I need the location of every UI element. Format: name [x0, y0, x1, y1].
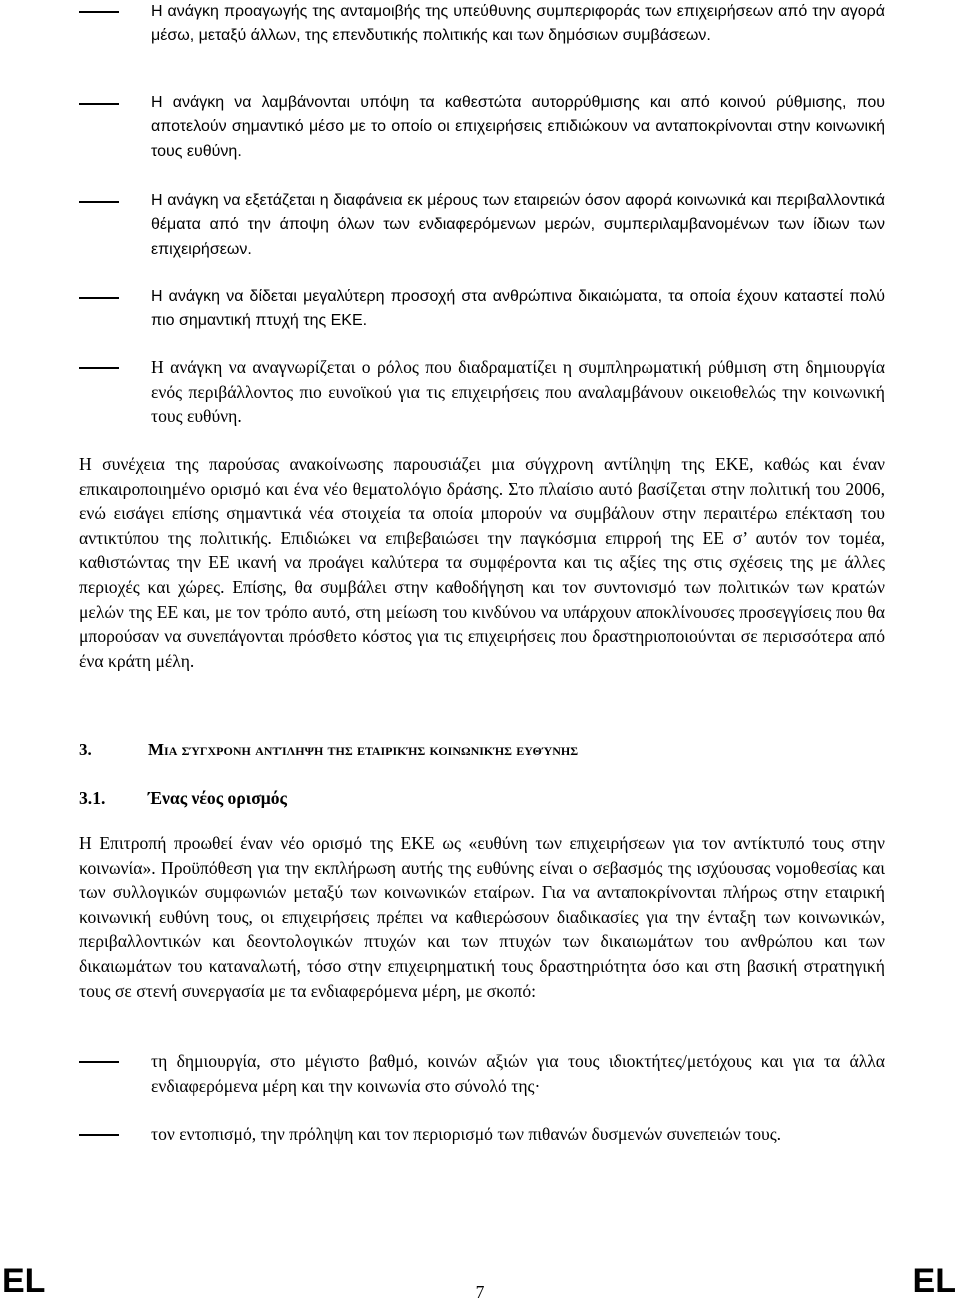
dash-bullet — [79, 201, 119, 203]
dash-bullet — [79, 297, 119, 299]
page-number: 7 — [475, 1282, 485, 1302]
list-item-text: τη δημιουργία, στο μέγιστο βαθμό, κοινών αξιών για τους ιδιοκτήτες/μετόχους και για τα άλλα ενδιαφερόμενα μέρη και την κοινωνία στο σύνολό της· — [151, 1051, 885, 1096]
footer-language-left: EL — [2, 1262, 46, 1300]
dash-bullet — [79, 1061, 119, 1063]
list-item-text: Η ανάγκη να δίδεται μεγαλύτερη προσοχή στα ανθρώπινα δικαιώματα, τα οποία έχουν καταστεί πολύ πιο σημαντική πτυχή της ΕΚΕ. — [151, 288, 885, 330]
body-paragraph: Η συνέχεια της παρούσας ανακοίνωσης παρουσιάζει μια σύγχρονη αντίληψη της ΕΚΕ, καθώς και έναν επικαιροποιημένο ορισμό και ένα νέο θεματολόγιο δράσης. Στο πλαίσιο αυτό βασίζεται στην πολιτική του 2006, ενώ εισάγει επίσης σημαντικά νέα στοιχεία τα οποία μπορούν να συμβάλουν στην περαιτέρω επέκταση του αντικτύπου της πολιτικής. Επιδιώκει να επιβεβαιώσει την παγκόσμια επιρροή της ΕΕ σ’ αυτόν τον τομέα, καθιστώντας την ΕΕ ικανή να προάγει καλύτερα τα συμφέροντα και τις αξίες της στις σχέσεις της με άλλες περιοχές και χώρες. Επίσης, θα συμβάλει στην καθοδήγηση και τον συντονισμό των πολιτικών των κρατών μελών της ΕΕ και, με τον τρόπο αυτό, στη μείωση του κινδύνου να υπάρχουν αποκλίνουσες προσεγγίσεις που θα μπορούσαν να συνεπάγονται πρόσθετο κόστος για τις επιχειρήσεις που δραστηριοποιούνται σε περισσότερα από ένα κράτη μέλη. — [79, 454, 885, 671]
list-item-text: Η ανάγκη να λαμβάνονται υπόψη τα καθεστώτα αυτορρύθμισης και από κοινού ρύθμισης, που αποτελούν σημαντικό μέσο με το οποίο οι επιχειρήσεις επιδιώκουν να ανταποκρίνονται στην κοινωνική τους ευθύνη. — [151, 94, 885, 160]
dash-bullet — [79, 1134, 119, 1136]
body-paragraph: Η Επιτροπή προωθεί έναν νέο ορισμό της ΕΚΕ ως «ευθύνη των επιχειρήσεων για τον αντίκτυπό τους στην κοινωνία». Προϋπόθεση για την εκπλήρωση αυτής της ευθύνης είναι ο σεβασμός της ισχύουσας νομοθεσίας και των συλλογικών συμφωνιών μεταξύ των κοινωνικών εταίρων. Για να ανταποκρίνονται πλήρως στην εταιρική κοινωνική ευθύνη τους, οι επιχειρήσεις πρέπει να καθιερώσουν διαδικασίες για την ένταξη των κοινωνικών, περιβαλλοντικών και δεοντολογικών πτυχών και των πτυχών των δικαιωμάτων του ανθρώπου και των δικαιωμάτων του καταναλωτή, τόσο στην επιχειρηματική τους δραστηριότητα όσο και στη βασική στρατηγική τους σε στενή συνεργασία με τα ενδιαφερόμενα μέρη, με σκοπό: — [79, 833, 885, 1001]
dash-bullet — [79, 11, 119, 13]
section-title: Μια σύγχρονη αντίληψη της εταιρικής κοινωνικής ευθύνης — [148, 740, 579, 759]
list-item-text: Η ανάγκη να εξετάζεται η διαφάνεια εκ μέρους των εταιρειών όσον αφορά κοινωνικά και περιβαλλοντικά θέματα από την άποψη όλων των ενδιαφερόμενων μερών, συμπεριλαμβανομένων των ίδιων των επιχειρήσεων. — [151, 192, 885, 258]
list-item-text: Η ανάγκη προαγωγής της ανταμοιβής της υπεύθυνης συμπεριφοράς των επιχειρήσεων από την αγορά μέσω, μεταξύ άλλων, της επενδυτικής πολιτικής και των δημόσιων συμβάσεων. — [151, 3, 885, 45]
section-number: 3. — [79, 740, 92, 759]
subsection-number: 3.1. — [79, 788, 106, 808]
subsection-title: Ένας νέος ορισμός — [148, 788, 287, 808]
list-item-text: τον εντοπισμό, την πρόληψη και τον περιορισμό των πιθανών δυσμενών συνεπειών τους. — [151, 1124, 782, 1144]
list-item-text: Η ανάγκη να αναγνωρίζεται ο ρόλος που διαδραματίζει η συμπληρωματική ρύθμιση στη δημιουργία ενός περιβάλλοντος πιο ευνοϊκού για τις επιχειρήσεις που αναλαμβάνουν οικειοθελώς την κοινωνική τους ευθύνη. — [151, 357, 885, 426]
footer-language-right: EL — [912, 1262, 956, 1300]
dash-bullet — [79, 367, 119, 369]
dash-bullet — [79, 103, 119, 105]
